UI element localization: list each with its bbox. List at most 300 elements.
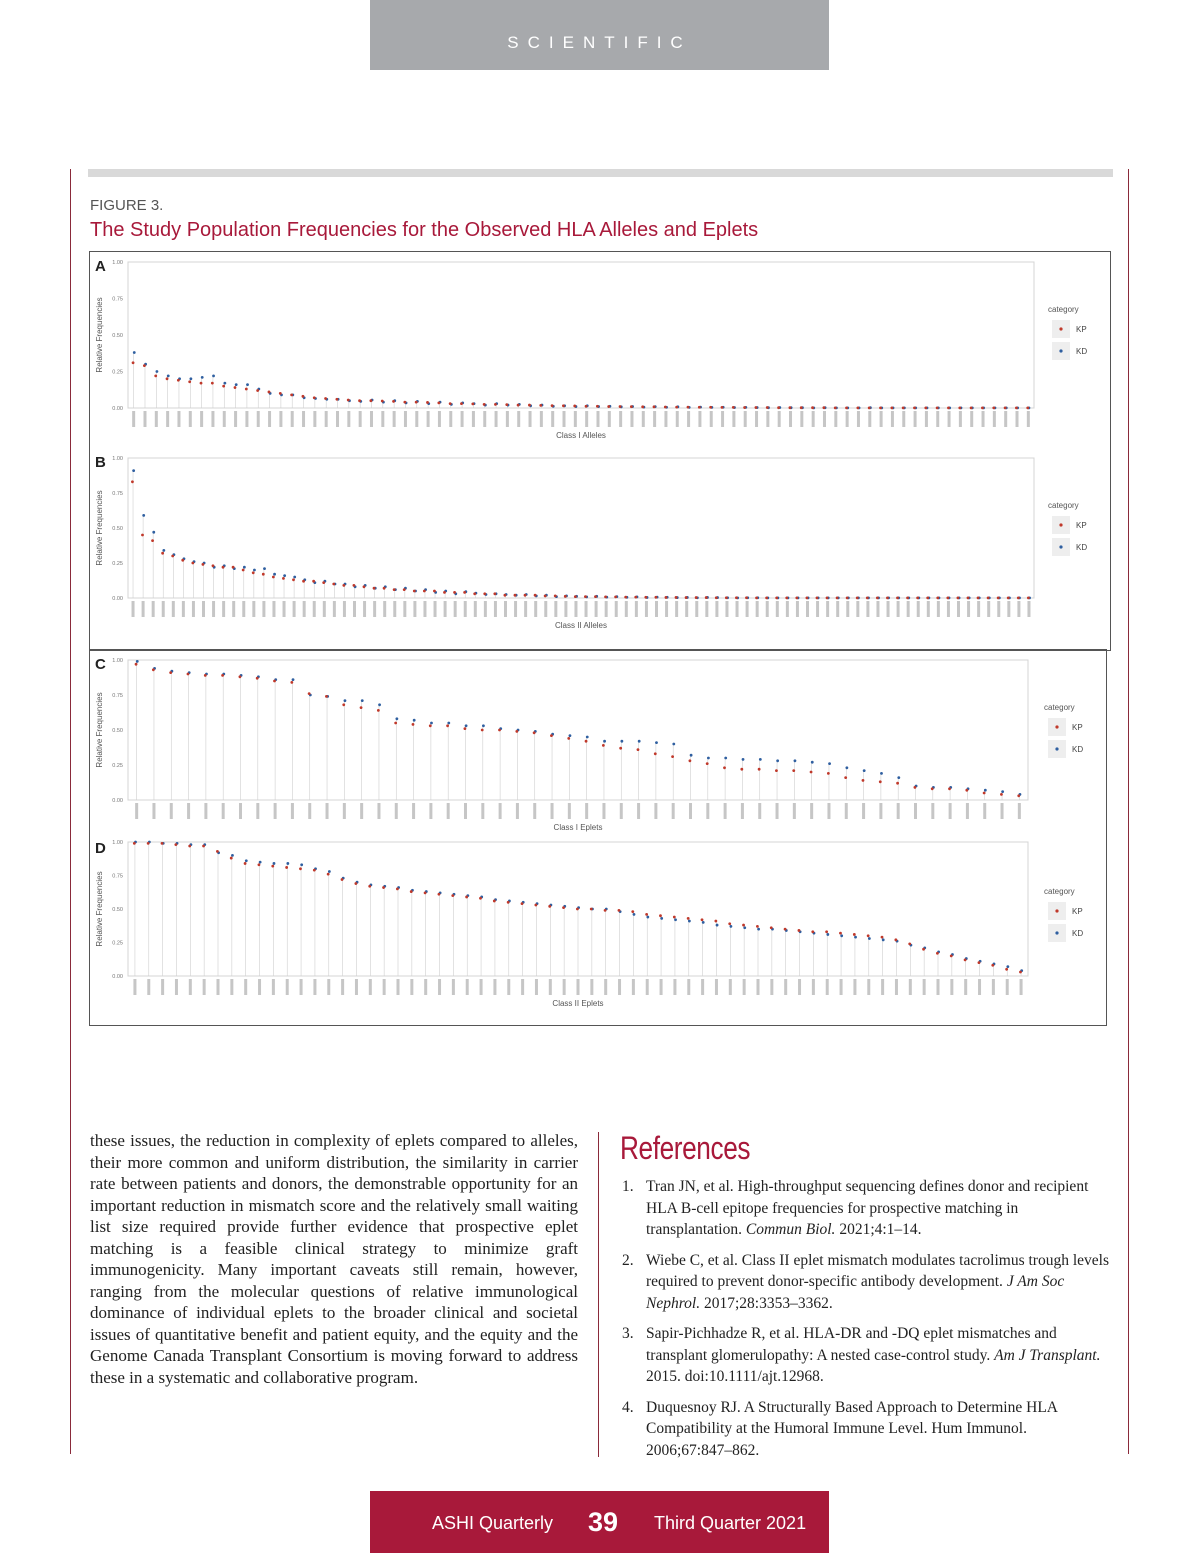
- kd-point: [759, 758, 762, 761]
- x-tick-label: [868, 411, 871, 427]
- x-tick-label: [524, 601, 527, 617]
- legend-kp-marker: [1059, 327, 1062, 330]
- kp-point: [655, 596, 658, 599]
- kp-point: [302, 580, 305, 583]
- x-tick-label: [564, 601, 567, 617]
- kd-point: [430, 722, 433, 725]
- x-tick-label: [404, 411, 407, 427]
- x-tick-label: [927, 601, 930, 617]
- kp-point: [978, 961, 981, 964]
- x-tick-label: [836, 601, 839, 617]
- kp-point: [948, 787, 951, 790]
- reference-text: Sapir-Pichhadze R, et al. HLA-DR and -DQ eplet mismatches and transplant glomerulopathy: A nested case-control study.: [646, 1325, 1057, 1364]
- kp-point: [675, 406, 678, 409]
- x-tick-label: [504, 601, 507, 617]
- reference-tail: 2017;28:3353–3362.: [703, 1294, 833, 1312]
- x-tick-label: [286, 979, 289, 995]
- kp-point: [800, 406, 803, 409]
- kp-point: [394, 722, 397, 725]
- x-tick-label: [308, 803, 311, 819]
- kp-point: [624, 596, 627, 599]
- kp-point: [950, 955, 953, 958]
- kd-point: [293, 576, 296, 579]
- x-tick-label: [695, 601, 698, 617]
- kp-point: [867, 934, 870, 937]
- x-tick-label: [755, 411, 758, 427]
- kp-point: [181, 559, 184, 562]
- x-tick-label: [756, 601, 759, 617]
- panel-d-chart: [92, 836, 1102, 1016]
- x-tick-label: [135, 803, 138, 819]
- x-tick-label: [230, 979, 233, 995]
- kd-point: [638, 740, 641, 743]
- kd-point: [263, 567, 266, 570]
- x-tick-label: [403, 601, 406, 617]
- kp-point: [188, 845, 191, 848]
- x-tick-label: [279, 411, 282, 427]
- x-tick-label: [359, 411, 362, 427]
- x-tick-label: [585, 803, 588, 819]
- x-tick-label: [257, 411, 260, 427]
- kp-point: [273, 680, 276, 683]
- kp-point: [493, 900, 496, 903]
- x-tick-label: [997, 601, 1000, 617]
- kd-point: [162, 549, 165, 552]
- x-tick-label: [1001, 803, 1004, 819]
- kp-point: [735, 596, 738, 599]
- x-tick-label: [619, 411, 622, 427]
- kd-point: [246, 383, 249, 386]
- kp-point: [991, 964, 994, 967]
- x-tick-label: [143, 411, 146, 427]
- kd-point: [245, 859, 248, 862]
- kp-point: [926, 596, 929, 599]
- x-tick-label: [602, 803, 605, 819]
- x-tick-label: [203, 979, 206, 995]
- kp-point: [272, 576, 275, 579]
- x-tick-label: [1007, 601, 1010, 617]
- kd-point: [688, 920, 691, 923]
- x-tick-label: [200, 411, 203, 427]
- kd-point: [465, 724, 468, 727]
- x-tick-label: [211, 411, 214, 427]
- y-tick-label: 0.50: [112, 526, 123, 532]
- kp-point: [574, 595, 577, 598]
- kp-point: [1017, 596, 1020, 599]
- kd-point: [672, 743, 675, 746]
- kp-point: [695, 596, 698, 599]
- kp-point: [383, 587, 386, 590]
- kd-point: [724, 757, 727, 760]
- kp-point: [443, 591, 446, 594]
- kp-point: [562, 906, 565, 909]
- kp-point: [212, 564, 215, 567]
- kd-point: [133, 351, 136, 354]
- x-tick-label: [155, 411, 158, 427]
- kp-point: [551, 404, 554, 407]
- x-tick-label: [133, 979, 136, 995]
- x-tick-label: [258, 979, 261, 995]
- kd-point: [794, 759, 797, 762]
- x-tick-label: [895, 979, 898, 995]
- kp-point: [715, 596, 718, 599]
- kp-point: [533, 731, 536, 734]
- x-tick-label: [161, 979, 164, 995]
- kp-point: [282, 577, 285, 580]
- x-tick-label: [341, 979, 344, 995]
- kp-point: [423, 590, 426, 593]
- x-tick-label: [902, 411, 905, 427]
- kp-point: [687, 406, 690, 409]
- reference-item: [620, 1176, 1110, 1241]
- kp-point: [576, 908, 579, 911]
- x-tick-label: [256, 803, 259, 819]
- x-tick-label: [800, 411, 803, 427]
- kp-point: [924, 406, 927, 409]
- left-margin-rule: [70, 169, 71, 1454]
- legend-kd-marker: [1059, 349, 1062, 352]
- x-tick-label: [517, 411, 520, 427]
- kp-point: [202, 563, 205, 566]
- kp-point: [141, 534, 144, 537]
- x-tick-label: [187, 803, 190, 819]
- kp-point: [798, 929, 801, 932]
- kp-point: [725, 596, 728, 599]
- y-tick-label: 0.75: [112, 296, 123, 303]
- y-axis-label: Relative Frequencies: [95, 871, 104, 947]
- x-tick-label: [604, 979, 607, 995]
- x-tick-label: [147, 979, 150, 995]
- kp-point: [619, 747, 622, 750]
- kp-point: [1017, 794, 1020, 797]
- kp-point: [204, 674, 207, 677]
- kp-point: [463, 591, 466, 594]
- kp-point: [653, 405, 656, 408]
- x-tick-label: [313, 411, 316, 427]
- kp-point: [1007, 596, 1010, 599]
- x-tick-label: [664, 411, 667, 427]
- x-tick-label: [615, 601, 618, 617]
- kp-point: [698, 406, 701, 409]
- kp-point: [505, 403, 508, 406]
- x-tick-label: [585, 411, 588, 427]
- kp-point: [292, 578, 295, 581]
- kp-point: [393, 588, 396, 591]
- kd-point: [854, 936, 857, 939]
- kp-point: [665, 596, 668, 599]
- legend-kp-marker: [1059, 523, 1062, 526]
- x-tick-label: [689, 803, 692, 819]
- kp-point: [811, 406, 814, 409]
- y-tick-label: 0.00: [112, 798, 123, 804]
- x-tick-label: [676, 411, 679, 427]
- x-tick-label: [234, 411, 237, 427]
- x-tick-label: [917, 601, 920, 617]
- kp-point: [619, 405, 622, 408]
- kp-point: [957, 596, 960, 599]
- x-tick-label: [535, 979, 538, 995]
- x-tick-label: [177, 411, 180, 427]
- kd-point: [292, 678, 295, 681]
- kd-point: [243, 566, 246, 569]
- kd-point: [660, 917, 663, 920]
- x-tick-label: [268, 411, 271, 427]
- x-tick-label: [217, 979, 220, 995]
- kp-point: [958, 406, 961, 409]
- x-tick-label: [464, 803, 467, 819]
- kp-point: [191, 562, 194, 565]
- legend-label: KP: [1072, 723, 1083, 732]
- kp-point: [336, 398, 339, 401]
- kd-point: [743, 926, 746, 929]
- kd-point: [633, 913, 636, 916]
- kp-point: [983, 792, 986, 795]
- kp-point: [222, 566, 225, 569]
- x-tick-label: [568, 803, 571, 819]
- x-tick-label: [826, 979, 829, 995]
- kp-point: [997, 596, 1000, 599]
- x-tick-label: [466, 979, 469, 995]
- x-tick-label: [757, 979, 760, 995]
- kp-point: [332, 583, 335, 586]
- x-tick-label: [1017, 601, 1020, 617]
- x-tick-label: [977, 601, 980, 617]
- x-tick-label: [673, 979, 676, 995]
- kp-point: [981, 406, 984, 409]
- x-tick-label: [810, 803, 813, 819]
- kd-point: [344, 699, 347, 702]
- x-tick-label: [423, 601, 426, 617]
- kp-point: [896, 782, 899, 785]
- legend-label: KP: [1076, 521, 1087, 530]
- x-tick-label: [645, 601, 648, 617]
- kp-point: [413, 590, 416, 593]
- kp-point: [174, 843, 177, 846]
- reference-item: [620, 1250, 1110, 1315]
- x-tick-label: [936, 411, 939, 427]
- x-tick-label: [170, 803, 173, 819]
- kp-point: [931, 787, 934, 790]
- kp-point: [728, 922, 731, 925]
- x-tick-label: [846, 411, 849, 427]
- x-tick-label: [845, 803, 848, 819]
- x-tick-label: [907, 601, 910, 617]
- x-tick-label: [947, 601, 950, 617]
- kp-point: [135, 663, 138, 666]
- x-tick-label: [891, 411, 894, 427]
- x-tick-label: [949, 803, 952, 819]
- x-tick-label: [142, 601, 145, 617]
- kd-point: [1001, 790, 1004, 793]
- footer-issue: Third Quarter 2021: [654, 1513, 807, 1533]
- kp-point: [785, 596, 788, 599]
- kp-point: [755, 596, 758, 599]
- kp-point: [834, 406, 837, 409]
- kp-point: [410, 890, 413, 893]
- x-tick-label: [992, 979, 995, 995]
- kp-point: [479, 897, 482, 900]
- y-tick-label: 0.00: [112, 406, 123, 412]
- x-tick-label: [698, 411, 701, 427]
- x-tick-label: [438, 411, 441, 427]
- x-tick-label: [244, 979, 247, 995]
- kp-point: [464, 727, 467, 730]
- x-tick-label: [595, 601, 598, 617]
- x-tick-label: [1027, 411, 1030, 427]
- kp-point: [382, 886, 385, 889]
- kp-point: [341, 878, 344, 881]
- x-tick-label: [701, 979, 704, 995]
- reference-text: Wiebe C, et al. Class II eplet mismatch modulates tacrolimus trough levels required to prevent donor-specific antibody development.: [646, 1251, 1109, 1290]
- kp-point: [687, 917, 690, 920]
- x-tick-label: [881, 979, 884, 995]
- kd-point: [300, 863, 303, 866]
- kp-point: [426, 401, 429, 404]
- x-tick-label: [480, 979, 483, 995]
- kp-point: [271, 865, 274, 868]
- kd-point: [273, 862, 276, 865]
- kp-point: [483, 403, 486, 406]
- kp-point: [705, 596, 708, 599]
- x-tick-label: [347, 411, 350, 427]
- kp-point: [453, 591, 456, 594]
- reference-tail: 2021;4:1–14.: [839, 1221, 922, 1238]
- kd-point: [707, 757, 710, 760]
- x-tick-label: [816, 601, 819, 617]
- kp-point: [230, 857, 233, 860]
- x-tick-label: [325, 411, 328, 427]
- x-tick-label: [533, 803, 536, 819]
- x-tick-label: [300, 979, 303, 995]
- x-tick-label: [182, 601, 185, 617]
- x-tick-label: [377, 803, 380, 819]
- x-tick-label: [653, 411, 656, 427]
- x-tick-label: [909, 979, 912, 995]
- x-tick-label: [778, 411, 781, 427]
- kp-point: [839, 932, 842, 935]
- x-tick-label: [397, 979, 400, 995]
- x-tick-label: [654, 803, 657, 819]
- y-tick-label: 1.00: [112, 456, 123, 462]
- y-tick-label: 0.50: [112, 333, 123, 339]
- kp-point: [853, 933, 856, 936]
- x-tick-label: [729, 979, 732, 995]
- kd-point: [882, 938, 885, 941]
- reference-list: [620, 1176, 1110, 1470]
- kd-point: [413, 719, 416, 722]
- legend-label: KD: [1072, 745, 1084, 754]
- kp-point: [654, 752, 657, 755]
- x-tick-label: [784, 979, 787, 995]
- kp-point: [585, 740, 588, 743]
- x-tick-label: [655, 601, 658, 617]
- kp-point: [451, 894, 454, 897]
- x-tick-label: [343, 601, 346, 617]
- x-tick-label: [449, 411, 452, 427]
- kp-point: [222, 385, 225, 388]
- kp-point: [936, 952, 939, 955]
- x-tick-label: [438, 979, 441, 995]
- x-tick-label: [274, 803, 277, 819]
- kp-point: [856, 406, 859, 409]
- y-axis-label: Relative Frequencies: [95, 297, 104, 373]
- section-header: SCIENTIFIC COMMUNICATIONS: [370, 0, 829, 70]
- x-tick-label: [152, 803, 155, 819]
- kd-point: [395, 717, 398, 720]
- kd-point: [482, 724, 485, 727]
- kp-point: [147, 842, 150, 845]
- kp-point: [534, 594, 537, 597]
- kp-point: [161, 842, 164, 845]
- x-tick-label: [827, 803, 830, 819]
- x-tick-label: [914, 411, 917, 427]
- kd-point: [984, 789, 987, 792]
- kp-point: [465, 896, 468, 899]
- kp-point: [914, 786, 917, 789]
- legend-title: category: [1048, 501, 1079, 510]
- x-tick-label: [343, 803, 346, 819]
- x-tick-label: [370, 411, 373, 427]
- x-tick-label: [630, 411, 633, 427]
- kp-point: [1000, 793, 1003, 796]
- kp-point: [866, 596, 869, 599]
- legend-kd-marker: [1055, 747, 1058, 750]
- figure-title: The Study Population Frequencies for the Observed HLA Alleles and Eplets: [90, 219, 759, 241]
- kp-point: [825, 930, 828, 933]
- x-tick-label: [353, 601, 356, 617]
- x-tick-label: [620, 803, 623, 819]
- legend-kd-marker: [1055, 931, 1058, 934]
- kp-point: [816, 596, 819, 599]
- x-tick-label: [914, 803, 917, 819]
- kp-point: [460, 402, 463, 405]
- kd-point: [646, 916, 649, 919]
- kd-point: [655, 741, 658, 744]
- kp-point: [936, 406, 939, 409]
- reference-item: [620, 1323, 1110, 1388]
- kd-point: [167, 374, 170, 377]
- x-tick-label: [675, 601, 678, 617]
- kp-point: [659, 914, 662, 917]
- kp-point: [302, 395, 305, 398]
- x-tick-label: [222, 803, 225, 819]
- x-tick-label: [162, 601, 165, 617]
- x-tick-label: [741, 803, 744, 819]
- kp-point: [765, 596, 768, 599]
- x-tick-label: [590, 979, 593, 995]
- x-tick-label: [715, 979, 718, 995]
- x-tick-label: [826, 601, 829, 617]
- panel-label: C: [95, 656, 106, 673]
- kp-point: [789, 406, 792, 409]
- x-tick-label: [585, 601, 588, 617]
- x-tick-label: [514, 601, 517, 617]
- kp-point: [285, 866, 288, 869]
- x-tick-label: [472, 411, 475, 427]
- panel-a-chart: [92, 254, 1104, 444]
- kd-point: [447, 722, 450, 725]
- kd-point: [142, 514, 145, 517]
- kp-point: [775, 596, 778, 599]
- x-tick-label: [937, 979, 940, 995]
- x-tick-label: [834, 411, 837, 427]
- kp-point: [922, 948, 925, 951]
- kp-point: [594, 595, 597, 598]
- kd-point: [283, 574, 286, 577]
- kp-point: [268, 391, 271, 394]
- x-tick-label: [516, 803, 519, 819]
- kp-point: [743, 406, 746, 409]
